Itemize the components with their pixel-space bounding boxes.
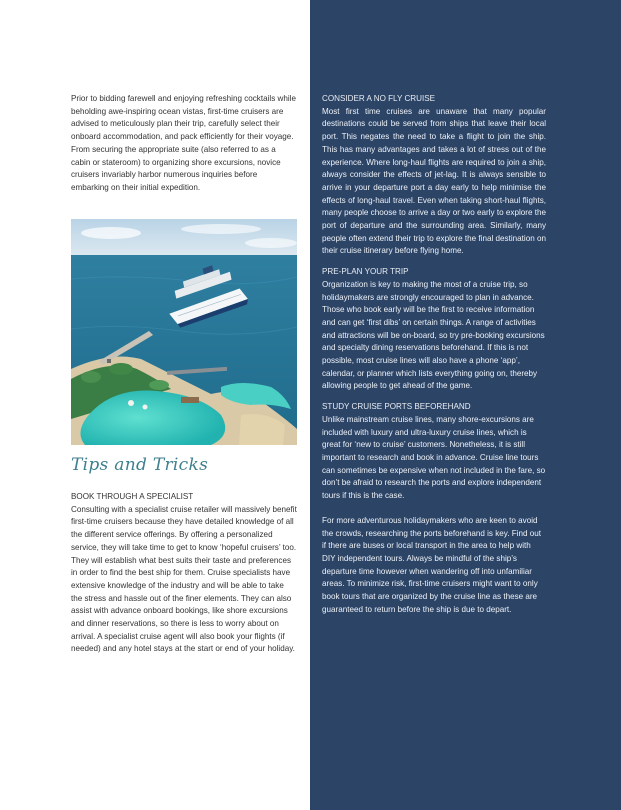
section-heading: PRE-PLAN YOUR TRIP (322, 267, 409, 277)
left-column (71, 93, 297, 195)
section-no-fly-cruise (322, 93, 546, 258)
section-book-specialist (71, 491, 297, 656)
section-body: Organization is key to making the most of a cruise trip, so holidaymakers are strongly encouraged to plan in advance. Those who book early will be the first to receive information and can get ‘first dibs’ on certain things. A range of activities and attractions will be on-board, so try pre-booking excursions and specialty dining reservations beforehand. If this is not possible, most cruise lines will also have a phone ‘app’, calendar, or planner which lists everything going on, thereby allowing people to get ahead of the game. (322, 279, 545, 391)
section-heading: STUDY CRUISE PORTS BEFOREHAND (322, 402, 471, 412)
cruise-photo-illustration (71, 219, 297, 445)
right-column (322, 93, 546, 624)
section-body-continued: For more adventurous holidaymakers who are keen to avoid the crowds, researching the ports beforehand is key. Find out if there are buses or local transport in the area to help with DIY independent tours. Always be mindful of the ship’s departure time however when wandering off into unfamiliar areas. To minimize risk, first-time cruisers might want to only book tours that are organized by the cruise line as these are guaranteed to return before the ship is due to depart. (322, 515, 541, 614)
cruise-ship-aerial-photo (71, 219, 297, 445)
tips-and-tricks-heading: Tips and Tricks (71, 455, 209, 475)
section-study-ports (322, 401, 546, 616)
section-pre-plan-trip (322, 266, 546, 393)
section-body: Most first time cruises are unaware that many popular destinations could be served from ships that leave their local port. This negates the need to take a flight to join the ship. This has many advantages and takes a lot of stress out of the experience. Where long-haul flights are required to join a ship, always consider the effects of jet-lag. It is always sensible to arrive in your departure port a day early to help minimise the effects of long-haul travel. Even when taking short-haul flights, many people choose to arrive a day or two early to explore the port of departure and the surrounding area. Similarly, many people often extend their trip to explore the final destination on their cruise itinerary before flying home. (322, 106, 546, 256)
section-body: Unlike mainstream cruise lines, many shore-excursions are included with luxury and ultra-luxury cruise lines, which is great for ‘new to cruise’ customers. Nonetheless, it is still important to research and book in advance. Cruise line tours can sometimes be expensive when not included in the fare, so don’t be afraid to research the ports and explore independent tours if this is the case. (322, 414, 546, 501)
section-body: Consulting with a specialist cruise retailer will massively benefit first-time cruisers because they have detailed knowledge of all the different service offerings. By offering a personalized service, they will take time to get to know ‘hopeful cruisers’ too. They will establish what best suits their taste and preferences in order to find the best ship for them. Cruise specialists have extensive knowledge of the industry and will be able to take the stress and hassle out of the finer elements. They can also assist with advance onboard bookings, like shore excursions and dinner reservations, so there is less to worry about on arrival. A specialist cruise agent will also book your flights (if needed) and any hotel stays at the start or end of your holiday. (71, 504, 297, 654)
section-heading: BOOK THROUGH A SPECIALIST (71, 492, 194, 501)
intro-paragraph: Prior to bidding farewell and enjoying refreshing cocktails while beholding awe-inspiring ocean vistas, first-time cruisers are advised to meticulously plan their trip, carefully select their onboard accommodation, and pack efficiently for their voyage. From securing the appropriate suite (also referred to as a cabin or stateroom) to organizing shore excursions, novice cruisers invariably harbor numerous inquiries before embarking on their initial expedition. (71, 94, 296, 192)
section-heading: CONSIDER A NO FLY CRUISE (322, 94, 436, 103)
